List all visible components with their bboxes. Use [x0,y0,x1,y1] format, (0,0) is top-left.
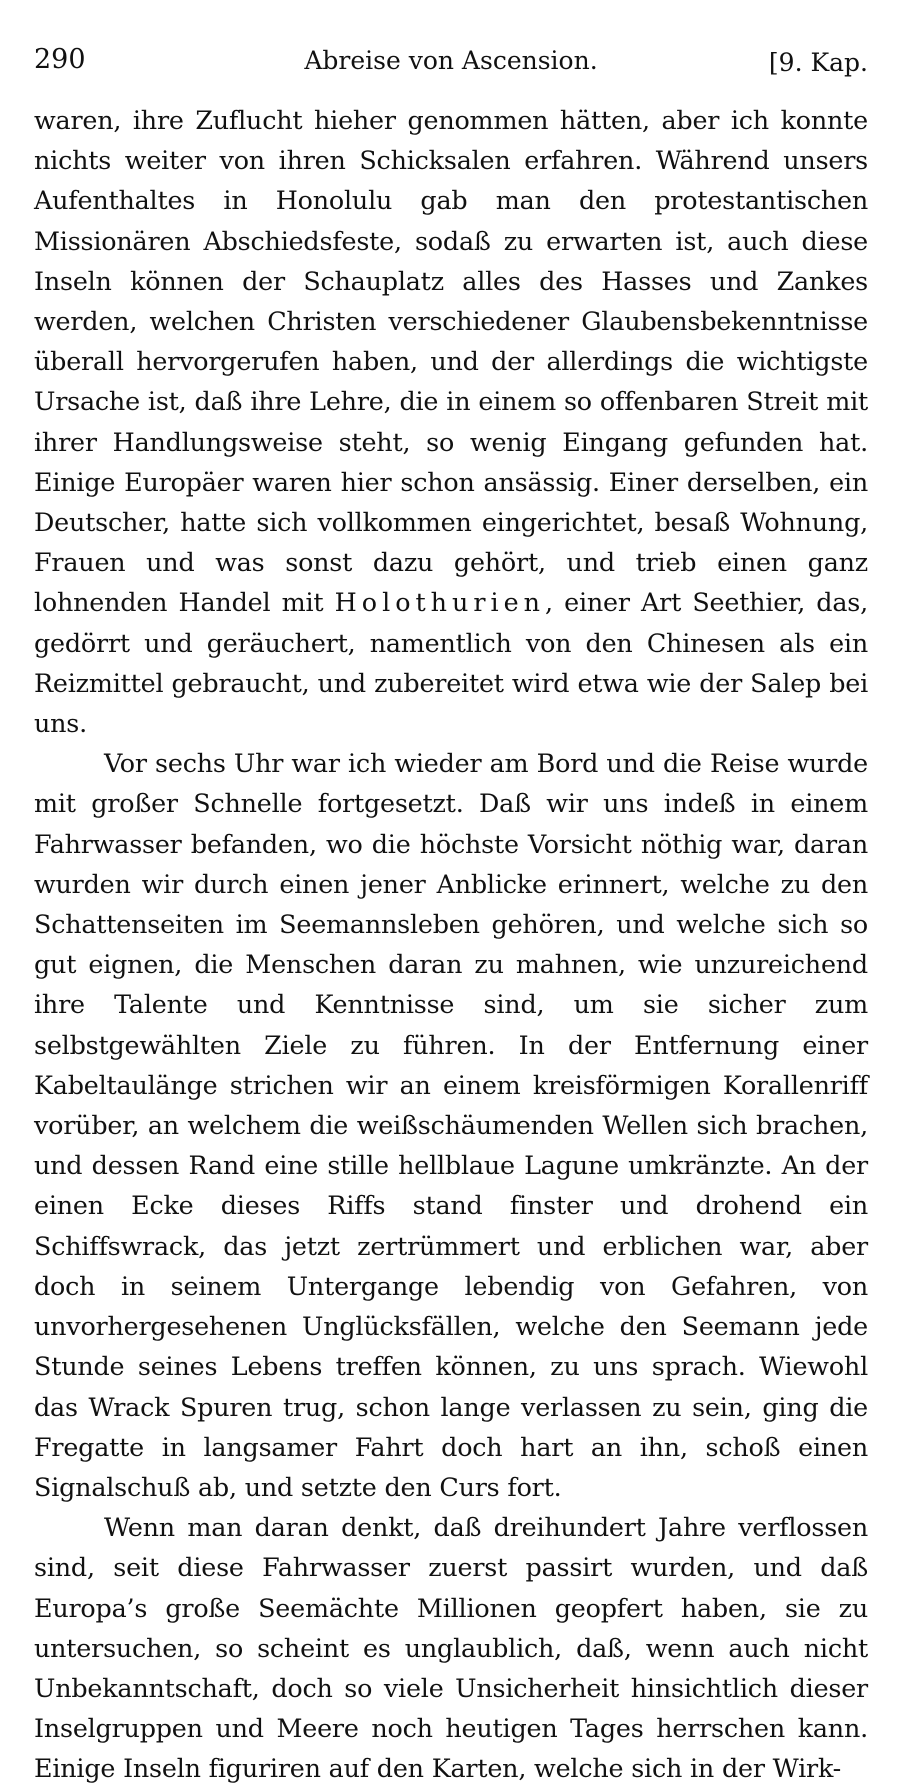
paragraph-3: Wenn man daran denkt, daß dreihundert Jahre verflossen sind, seit diese Fahrwasser zuerst passirt wurden, und daß Europa’s große Seemächte Millionen geopfert haben, sie zu untersuchen, so scheint es unglaublich, daß, wenn auch nicht Unbekanntschaft, doch so viele Unsicherheit hinsichtlich dieser Inselgruppen und Meere noch heutigen Tages herrschen kann. Einige Inseln figuriren auf den Karten, welche sich in der Wirk- [34,1512,868,1784]
book-page [34,44,868,1789]
paragraph-1-spaced-word: Holothurien [334,587,546,618]
page-header [34,44,868,100]
page-number: 290 [34,44,86,75]
paragraph-1 [34,100,868,743]
paragraph-2: Vor sechs Uhr war ich wieder am Bord und die Reise wurde mit großer Schnelle fortgesetzt. Daß wir uns indeß in einem Fahrwasser befanden, wo die höchste Vorsicht nöthig war, daran wurden wir durch einen jener Anblicke erinnert, welche zu den Schattenseiten im Seemannsleben gehören, und welche sich so gut eignen, die Menschen daran zu mahnen, wie unzureichend ihre Talente und Kenntnisse sind, um sie sicher zum selbstgewählten Ziele zu führen. In der Entfernung einer Kabeltaulänge strichen wir an einem kreisförmigen Korallenriff vorüber, an welchem die weißschäumenden Wellen sich brachen, und dessen Rand eine stille hellblaue Lagune umkränzte. An der einen Ecke dieses Riffs stand finster und drohend ein Schiffswrack, das jetzt zertrümmert und erblichen war, aber doch in seinem Untergange lebendig von Gefahren, von unvorhergesehenen Unglücksfällen, welche den Seemann jede Stunde seines Lebens treffen können, zu uns sprach. Wiewohl das Wrack Spuren trug, schon lange verlassen zu sein, ging die Fregatte in langsamer Fahrt doch hart an ihn, schoß einen Signalschuß ab, und setzte den Curs fort. [34,748,868,1502]
paragraph-1-text-a: waren, ihre Zuflucht hieher genommen hätten, aber ich konnte nichts weiter von ihren Schicksalen erfahren. Während unsers Aufenthaltes in Honolulu gab man den protestantischen Missionären Abschiedsfeste, sodaß zu erwarten ist, auch diese Inseln können der Schauplatz alles des Hasses und Zankes werden, welchen Christen verschiedener Glaubensbekenntnisse überall hervorgerufen haben, und der allerdings die wichtigste Ursache ist, daß ihre Lehre, die in einem so offenbaren Streit mit ihrer Handlungsweise steht, so wenig Eingang gefunden hat. Einige Europäer waren hier schon ansässig. Einer derselben, ein Deutscher, hatte sich vollkommen eingerichtet, besaß Wohnung, Frauen und was sonst dazu gehört, und trieb einen ganz lohnenden Handel mit [34,105,868,618]
paragraph-1-text-b: , einer Art Seethier, das, gedörrt und geräuchert, namentlich von den Chinesen als ein Reizmittel gebraucht, und zubereitet wird etwa wie der Salep bei uns. [34,587,868,739]
running-title: Abreise von Ascension. [304,46,598,75]
body-text [34,100,868,1789]
chapter-reference: [9. Kap. [768,48,868,77]
